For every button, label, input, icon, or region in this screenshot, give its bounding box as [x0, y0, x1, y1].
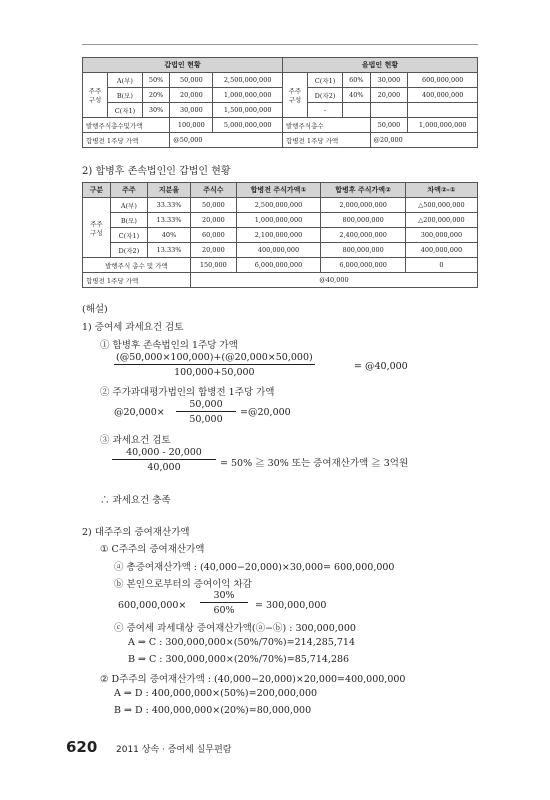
table-row	[83, 118, 478, 133]
fraction-denominator: 40,000	[147, 462, 181, 473]
col-header: 지분율	[148, 183, 191, 198]
sub-heading: ② D주주의 증여재산가액 : (40,000−20,000)×20,000=400,000,000	[100, 674, 406, 685]
price-value: @50,000	[170, 133, 283, 148]
col-header: 구분	[83, 183, 111, 198]
formula-result: = 300,000,000	[255, 600, 327, 611]
section-heading: 2) 대주주의 증여재산가액	[82, 527, 190, 538]
cell: C(자1)	[110, 228, 147, 243]
section-heading: 1) 증여세 과세요건 검토	[82, 322, 184, 333]
cell: 2,400,000,000	[321, 228, 406, 243]
cell: 30,000	[170, 103, 213, 118]
cell: 800,000,000	[321, 213, 406, 228]
table-row	[83, 243, 478, 258]
fraction-numerator: 50,000	[176, 399, 236, 412]
cell: 0	[405, 258, 477, 273]
cell: 1,000,000,000	[236, 213, 321, 228]
table-row	[83, 103, 478, 118]
fraction-denominator: 100,000+50,000	[174, 367, 255, 378]
section-title: 2) 합병후 존속법인인 갑법인 현황	[82, 166, 231, 177]
table-row	[83, 198, 478, 213]
cell: 20,000	[190, 243, 236, 258]
fraction-numerator: 40,000 - 20,000	[112, 447, 216, 460]
cell: 400,000,000	[236, 243, 321, 258]
cell: △200,000,000	[405, 213, 477, 228]
calc-line: ⓒ 증여세 과세대상 증여재산가액(ⓐ−ⓑ) : 300,000,000	[114, 623, 356, 634]
calc-line: A ⇒ C : 300,000,000×(50%/70%)=214,285,714	[128, 637, 356, 648]
sub-heading: ③ 과세요건 검토	[100, 435, 171, 446]
cell	[343, 103, 370, 118]
cell: 800,000,000	[321, 243, 406, 258]
cell: 300,000,000	[405, 228, 477, 243]
price-label: 합병전 1주당 가액	[83, 133, 170, 148]
table-row	[83, 213, 478, 228]
table-row	[83, 258, 478, 273]
formula-result: = @40,000	[354, 361, 408, 372]
cell: 400,000,000	[405, 243, 477, 258]
fraction-denominator: 60%	[213, 605, 235, 616]
cell: 13.33%	[148, 243, 191, 258]
calc-line: B ⇒ D : 400,000,000×(20%)=80,000,000	[114, 705, 312, 716]
cell: C(자1)	[307, 73, 342, 88]
cell: 1,000,000,000	[408, 118, 478, 133]
calc-line: ⓐ 총증여재산가액 : (40,000−20,000)×30,000= 600,000,000	[114, 562, 395, 573]
col-header: 주식수	[190, 183, 236, 198]
cell: 600,000,000	[408, 73, 478, 88]
cell: 30,000	[370, 73, 408, 88]
cell: 20%	[142, 88, 169, 103]
fraction-numerator: 30%	[200, 590, 248, 603]
cell: 400,000,000	[408, 88, 478, 103]
formula-result: =@20,000	[240, 407, 291, 418]
cell: A(부)	[110, 198, 147, 213]
cell: 50,000	[170, 73, 213, 88]
cell: A(부)	[107, 73, 142, 88]
fraction-denominator: 50,000	[189, 414, 223, 425]
sub-heading: ① C주주의 증여재산가액	[100, 544, 205, 555]
cell	[370, 103, 408, 118]
price-value: @40,000	[190, 273, 477, 288]
formula-fraction	[114, 352, 315, 378]
right-table-header: 을법인 현황	[282, 58, 477, 73]
cell: 50%	[142, 73, 169, 88]
cell: 40%	[343, 88, 370, 103]
cell: 150,000	[190, 258, 236, 273]
cell: 1,500,000,000	[213, 103, 283, 118]
group-label: 주주 구성	[83, 198, 111, 258]
cell: 2,100,000,000	[236, 228, 321, 243]
cell: 20,000	[190, 213, 236, 228]
cell: 100,000	[170, 118, 213, 133]
table-row	[83, 73, 478, 88]
col-header: 차액②-①	[405, 183, 477, 198]
col-header: 주주	[110, 183, 147, 198]
price-value: @20,000	[370, 133, 478, 148]
calc-line: ⓑ 본인으로부터의 증여이익 차감	[114, 579, 252, 590]
cell: -	[307, 103, 342, 118]
sub-heading: ② 주가과대평가법인의 합병전 1주당 가액	[100, 387, 275, 398]
formula-prefix: @20,000×	[114, 407, 165, 418]
cell: 33.33%	[148, 198, 191, 213]
cell: 60,000	[190, 228, 236, 243]
cell: D(자2)	[110, 243, 147, 258]
cell: B(모)	[110, 213, 147, 228]
table-row	[83, 228, 478, 243]
cell: C(자1)	[107, 103, 142, 118]
cell: 2,000,000,000	[321, 198, 406, 213]
total-label: 발행주식총수	[282, 118, 370, 133]
formula-fraction	[176, 399, 236, 425]
cell: 5,000,000,000	[213, 118, 283, 133]
page-number: 620	[66, 738, 98, 756]
col-header: 합병전 주식가액①	[236, 183, 321, 198]
explanation-heading: (해설)	[82, 304, 108, 315]
book-title: 2011 상속 · 증여세 실무편람	[116, 745, 232, 755]
col-header: 합병후 주식가액②	[321, 183, 406, 198]
top-border	[82, 44, 478, 45]
cell: 60%	[343, 73, 370, 88]
cell: 13.33%	[148, 213, 191, 228]
cell: 6,000,000,000	[236, 258, 321, 273]
total-label: 발행주식총수및가액	[83, 118, 170, 133]
calc-line: A ⇒ D : 400,000,000×(50%)=200,000,000	[114, 688, 318, 699]
cell	[408, 103, 478, 118]
formula-prefix: 600,000,000×	[118, 600, 187, 611]
cell: 1,000,000,000	[213, 88, 283, 103]
company-status-table	[82, 57, 478, 148]
cell: 2,500,000,000	[236, 198, 321, 213]
left-table-header: 갑법인 현황	[83, 58, 283, 73]
cell: D(자2)	[307, 88, 342, 103]
table-row	[83, 88, 478, 103]
post-merger-table	[82, 182, 478, 288]
cell: 6,000,000,000	[321, 258, 406, 273]
sub-heading: ① 합병후 존속법인의 1주당 가액	[100, 340, 238, 351]
cell: 2,500,000,000	[213, 73, 283, 88]
cell: 20,000	[170, 88, 213, 103]
cell: 50,000	[190, 198, 236, 213]
conclusion: ∴ 과세요건 충족	[100, 495, 171, 506]
cell: 30%	[142, 103, 169, 118]
group-label: 주주 구성	[83, 73, 108, 118]
fraction-numerator: (@50,000×100,000)+(@20,000×50,000)	[116, 352, 313, 363]
cell: △500,000,000	[405, 198, 477, 213]
cell: B(모)	[107, 88, 142, 103]
table-row	[83, 133, 478, 148]
cell: 50,000	[370, 118, 408, 133]
formula-result: = 50% ≧ 30% 또는 증여재산가액 ≧ 3억원	[220, 458, 409, 469]
price-label: 합병전 1주당 가액	[282, 133, 370, 148]
price-label: 합병전 1주당 가액	[83, 273, 191, 288]
table-row	[83, 273, 478, 288]
total-label: 발행주식 총수 및 가액	[83, 258, 191, 273]
formula-fraction	[200, 590, 248, 616]
cell: 20,000	[370, 88, 408, 103]
calc-line: B ⇒ C : 300,000,000×(20%/70%)=85,714,286	[128, 654, 350, 665]
cell: 40%	[148, 228, 191, 243]
formula-fraction	[112, 447, 216, 473]
group-label: 주주 구성	[282, 73, 307, 118]
